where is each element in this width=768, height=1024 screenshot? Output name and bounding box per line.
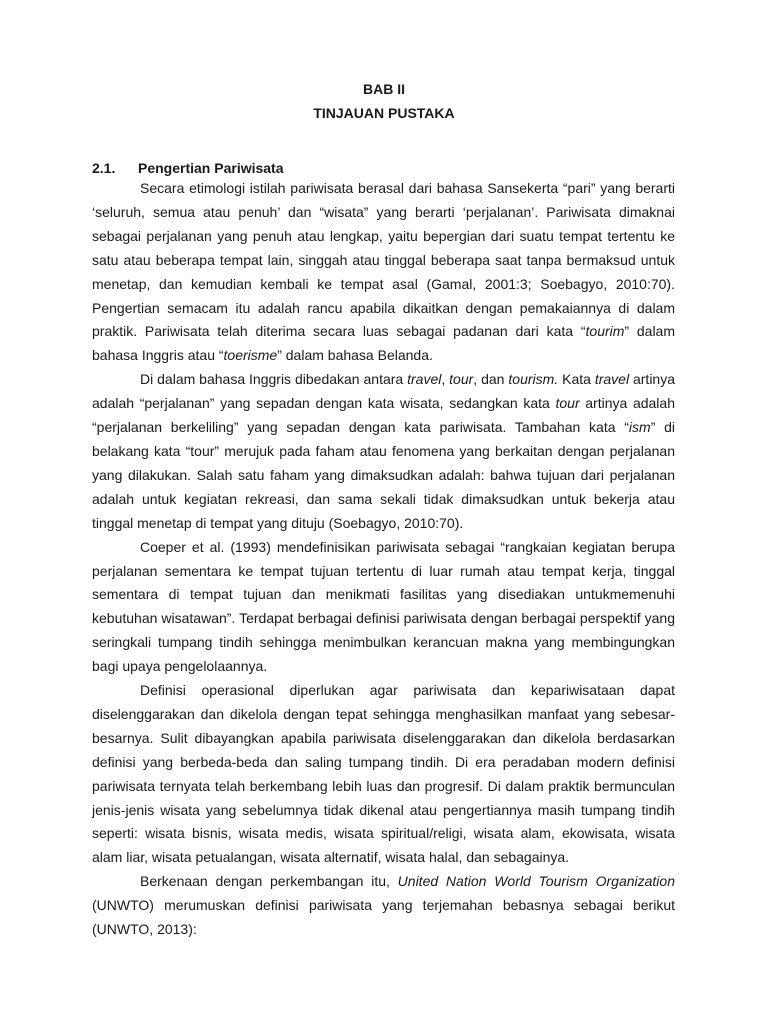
italic-term: tourim [585, 323, 625, 340]
body-text [92, 177, 675, 942]
text-run: artinya adalah “perjalanan berkeliling” yang sepadan dengan kata pariwisata. Tambahan kata “ [92, 395, 675, 436]
paragraph [92, 368, 675, 535]
paragraph [92, 679, 675, 870]
text-run: (UNWTO) merumuskan definisi pariwisata yang terjemahan bebasnya sebagai berikut (UNWTO, 2013): [92, 897, 675, 938]
italic-term: tour [449, 371, 474, 388]
text-run: , [441, 371, 450, 388]
section-title: Pengertian Pariwisata [138, 160, 284, 176]
text-run: , dan [473, 371, 509, 388]
text-run: Di dalam bahasa Inggris dibedakan antara [140, 371, 408, 388]
italic-term: travel [407, 371, 442, 388]
paragraph [92, 177, 675, 368]
italic-term: ism [628, 419, 651, 436]
text-run: ” dalam bahasa Belanda. [277, 347, 433, 364]
text-run: Berkenaan dengan perkembangan itu, [140, 873, 398, 890]
section-number: 2.1. [92, 160, 116, 176]
text-run: Coeper et al. (1993) mendefinisikan pariwisata sebagai “rangkaian kegiatan berupa perjalanan sementara ke tempat tujuan tertentu di luar rumah atau tempat kerja, tinggal sementara di tempat tujuan dan menikmati fasilitas yang disediakan untukmemenuhi kebutuhan wisatawan”. Terdapat berbagai definisi pariwisata dengan berbagai perspektif yang seringkali tumpang tindih sehingga menimbulkan kerancuan makna yang membingungkan bagi upaya pengelolaannya. [92, 538, 675, 675]
text-run: Kata [558, 371, 595, 388]
italic-term: travel [594, 371, 630, 388]
text-run: ” dalam bahasa Inggris atau “ [92, 323, 676, 364]
text-run: Secara etimologi istilah pariwisata berasal dari bahasa Sansekerta “pari” yang berarti ‘seluruh, semua atau penuh’ dan “wisata” yang berarti ‘perjalanan’. Pariwisata dimaknai sebagai perjalanan yang penuh atau lengkap, yaitu bepergian dari suatu tempat tertentu ke satu atau beberapa tempat lain, singgah atau tinggal beberapa saat tanpa bermaksud untuk menetap, dan kemudian kembali ke tempat asal (Gamal, 2001:3; Soebagyo, 2010:70). Pengertian semacam itu adalah rancu apabila dikaitkan dengan pemakaiannya di dalam praktik. Pariwisata telah diterima secara luas sebagai padanan dari kata “ [92, 180, 675, 340]
text-run: Definisi operasional diperlukan agar pariwisata dan kepariwisataan dapat diselenggarakan dan dikelola dengan tepat sehingga menghasilkan manfaat yang sebesar-besarnya. Sulit dibayangkan apabila pariwisata diselenggarakan dan dikelola berdasarkan definisi yang berbeda-beda dan saling tumpang tindih. Di era peradaban modern definisi pariwisata ternyata telah berkembang lebih luas dan progresif. Di dalam praktik bermunculan jenis-jenis wisata yang sebelumnya tidak dikenal atau pengertiannya masih tumpang tindih seperti: wisata bisnis, wisata medis, wisata spiritual/religi, wisata alam, ekowisata, wisata alam liar, wisata petualangan, wisata alternatif, wisata halal, dan sebagainya. [92, 682, 675, 866]
chapter-label: BAB II [363, 81, 405, 97]
paragraph [92, 536, 675, 679]
italic-term: United Nation World Tourism Organization [397, 873, 675, 890]
chapter-title: TINJAUAN PUSTAKA [313, 105, 455, 121]
text-run: artinya adalah “perjalanan” yang sepadan dengan kata wisata, sedangkan kata [92, 371, 675, 412]
italic-term: tour [555, 395, 580, 412]
italic-term: tourism. [508, 371, 559, 388]
text-run: ” di belakang kata “tour” merujuk pada faham atau fenomena yang berkaitan dengan perjalanan yang dilakukan. Salah satu faham yang dimaksudkan adalah: bahwa tujuan dari perjalanan adalah untuk kegiatan rekreasi, dan sama sekali tidak dimaksudkan untuk bekerja atau tinggal menetap di tempat yang dituju (Soebagyo, 2010:70). [92, 419, 675, 531]
paragraph [92, 870, 675, 942]
italic-term: toerisme [223, 347, 278, 364]
section-heading [92, 159, 284, 177]
